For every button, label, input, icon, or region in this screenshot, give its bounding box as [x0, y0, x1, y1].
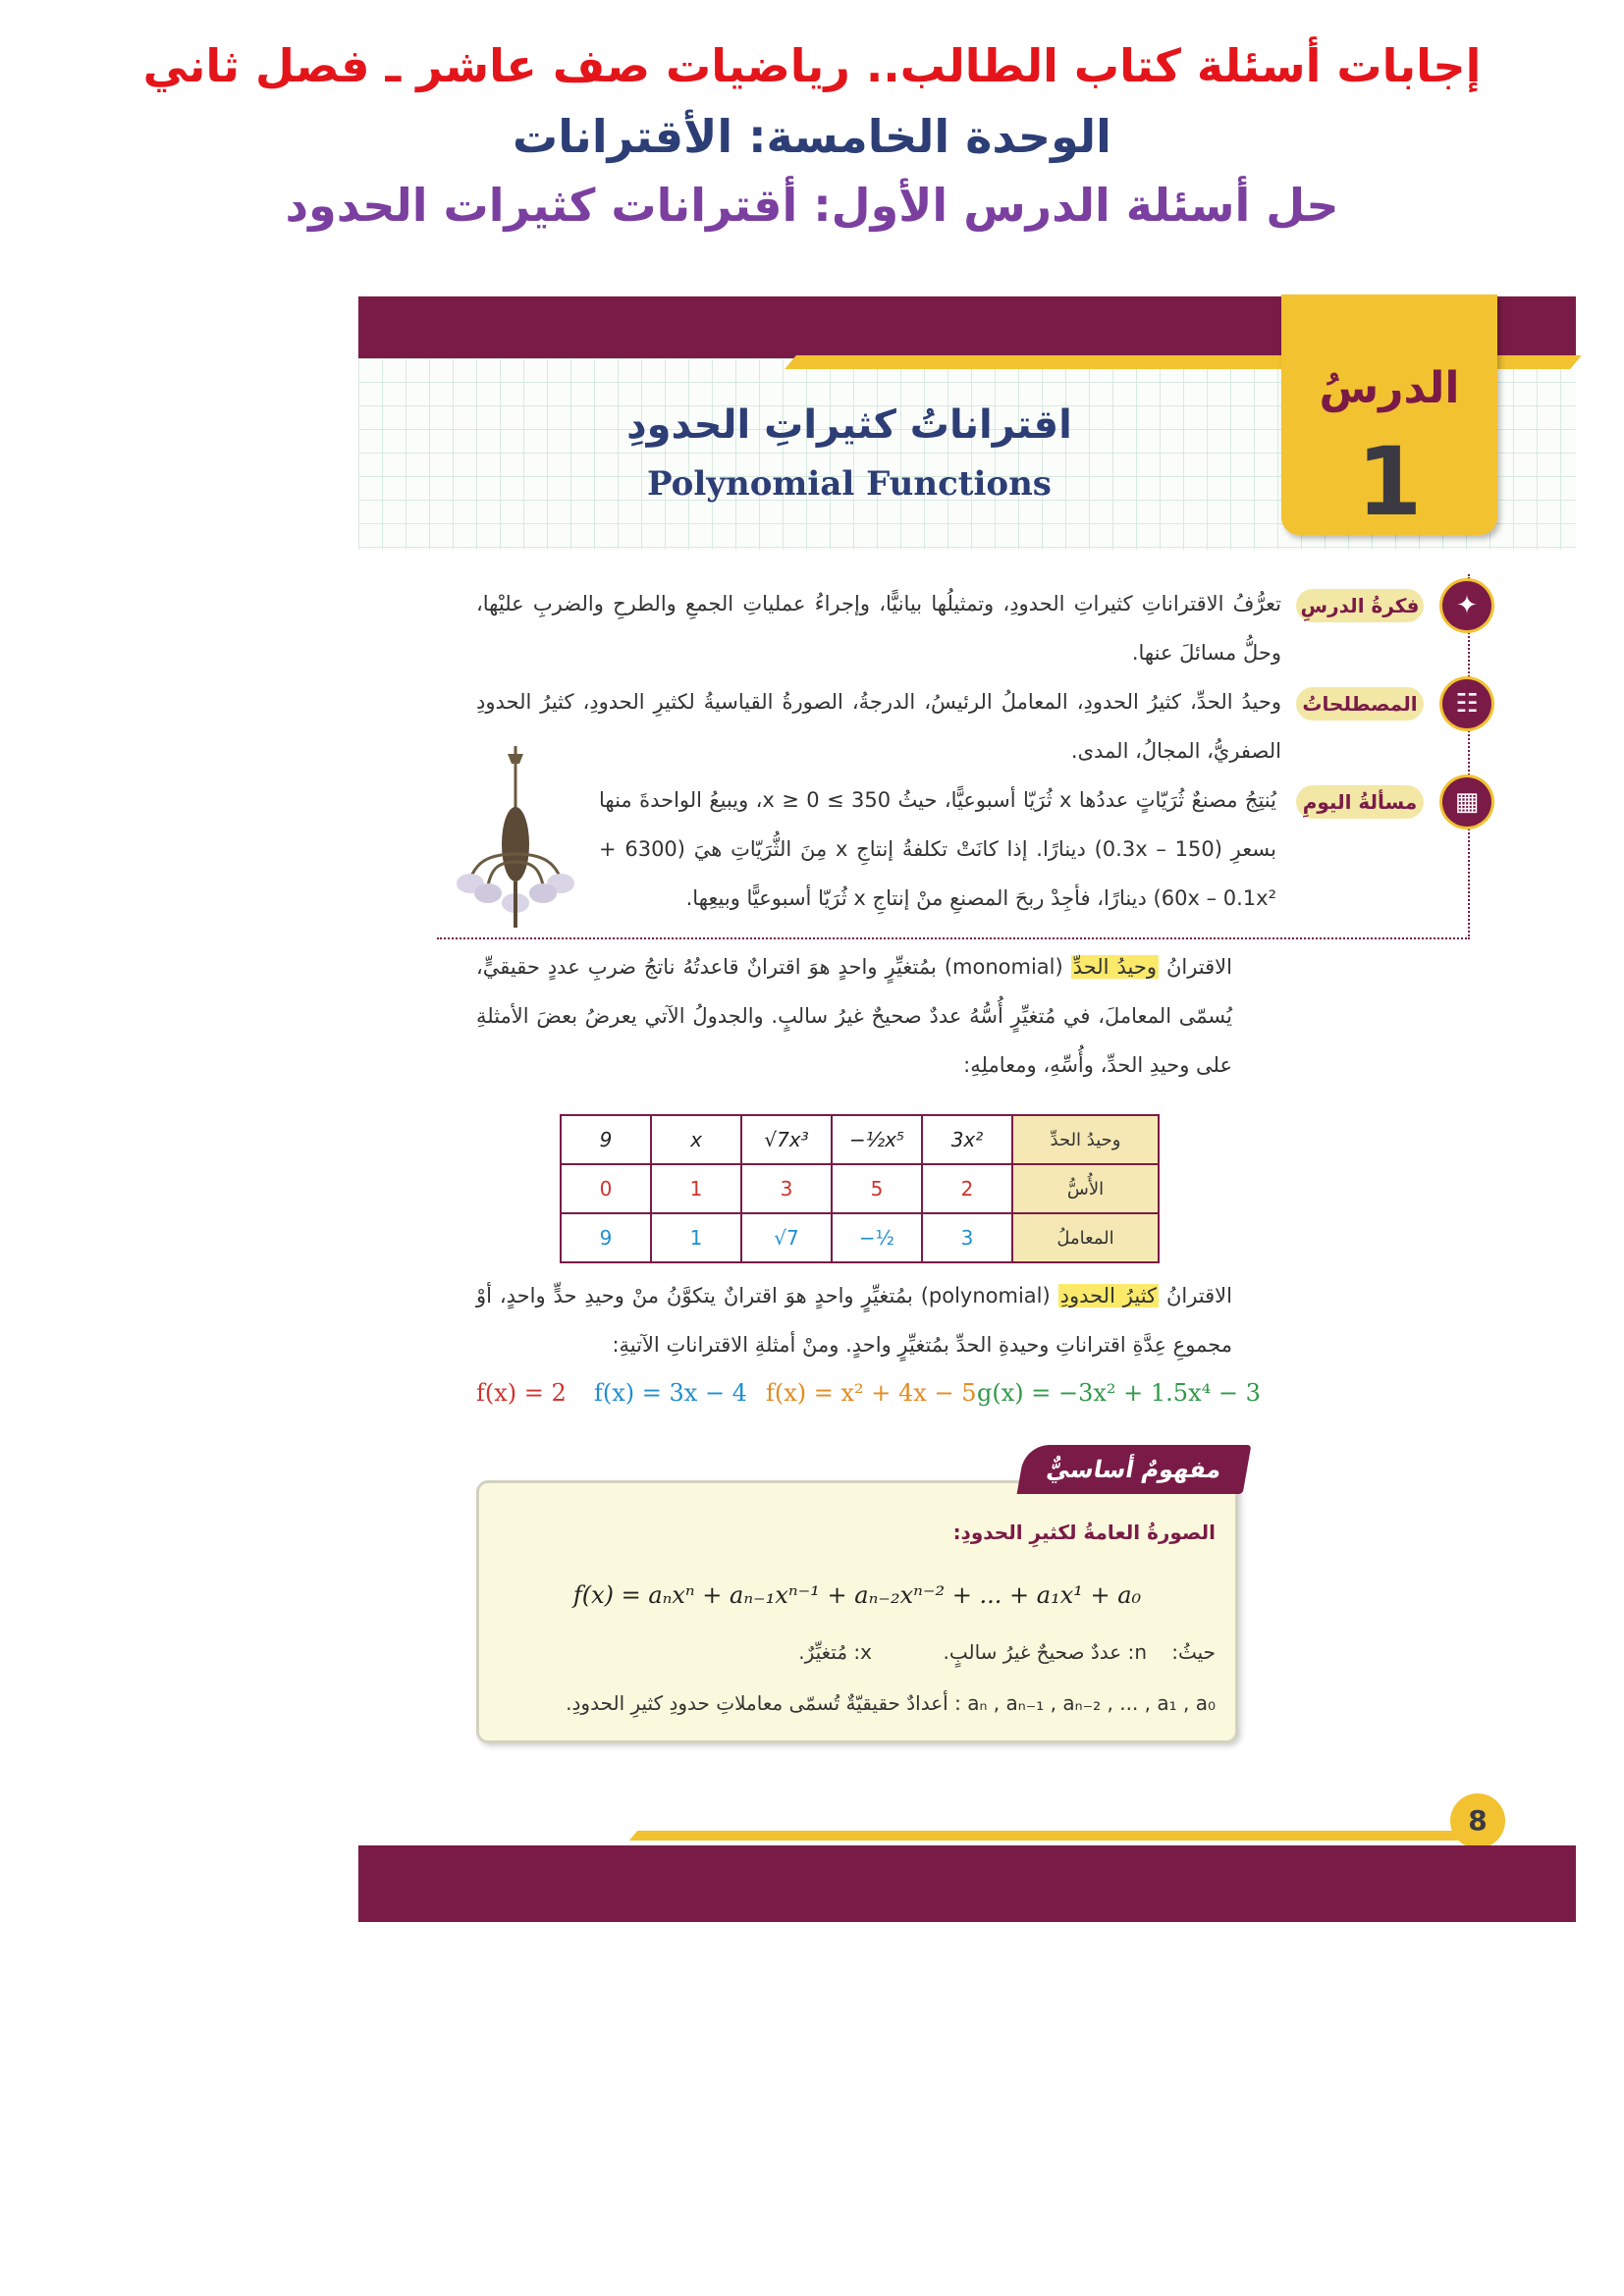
- polynomial-term: كثيرُ الحدودِ: [1059, 1284, 1158, 1308]
- table-cell: 1: [651, 1164, 741, 1213]
- monomial-table: [560, 1114, 1160, 1263]
- calendar-icon: ▦: [1442, 777, 1491, 827]
- lesson-number: 1: [1356, 427, 1423, 537]
- table-row-coefficients: [561, 1213, 1159, 1262]
- heading-answers: إجابات أسئلة كتاب الطالب.. رياضيات صف عاشر ـ فصل ثاني: [142, 39, 1482, 92]
- table-cell: x: [651, 1115, 741, 1164]
- x-definition: x: مُتغيِّرٌ.: [798, 1640, 872, 1664]
- table-row-monomials: [561, 1115, 1159, 1164]
- example-1: f(x) = 2: [476, 1379, 567, 1407]
- monomial-pre: الاقترانُ: [1158, 955, 1232, 979]
- coefficients-definition: aₙ , aₙ₋₁ , aₙ₋₂ , ... , a₁ , a₀ : أعدادٌ حقيقيّةٌ تُسمّى معاملاتِ حدودِ كثيرِ الحدودِ.: [566, 1691, 1216, 1715]
- row-label-coefficient: المعاملُ: [1012, 1213, 1159, 1262]
- table-cell: 9: [561, 1213, 651, 1262]
- table-cell: √7: [741, 1213, 832, 1262]
- table-cell: 3: [741, 1164, 832, 1213]
- example-3: f(x) = x² + 4x − 5: [766, 1379, 977, 1407]
- table-cell: √7x³: [741, 1115, 832, 1164]
- bottom-band: [358, 1845, 1576, 1922]
- row-label-exponent: الأُسُّ: [1012, 1164, 1159, 1213]
- polynomial-post: (polynomial) بمُتغيِّرٍ واحدٍ هوَ اقترانٌ يتكوَّنُ منْ وحيدِ حدٍّ واحدٍ، أوْ مجموعِ عِدَّةِ اقتراناتِ وحيدةِ الحدِّ بمُتغيِّرٍ واحدٍ. ومنْ أمثلةِ الاقتراناتِ الآتيةِ:: [476, 1284, 1232, 1357]
- terms-text: وحيدُ الحدِّ، كثيرُ الحدودِ، المعاملُ الرئيسُ، الدرجةُ، الصورةُ القياسيةُ لكثيرِ الحدودِ، كثيرُ الحدودِ الصفريُّ، المجالُ، المدى.: [476, 690, 1281, 763]
- row-label-monomial: وحيدُ الحدِّ: [1012, 1115, 1159, 1164]
- table-cell: 3x²: [922, 1115, 1012, 1164]
- page-number: 8: [1450, 1793, 1505, 1848]
- heading-lesson: حل أسئلة الدرس الأول: أقترانات كثيرات الحدود: [285, 179, 1339, 232]
- table-cell: 3: [922, 1213, 1012, 1262]
- table-cell: 0: [561, 1164, 651, 1213]
- lesson-word: الدرسُ: [1319, 363, 1460, 413]
- lightbulb-icon: ✦: [1442, 581, 1491, 630]
- monomial-post: (monomial) بمُتغيِّرٍ واحدٍ هوَ اقترانٌ قاعدتُهُ ناتجُ ضربِ عددٍ حقيقيٍّ، يُسمّى المعاملَ، في مُتغيِّرٍ أُسُّهُ عددٌ صحيحٌ غيرُ سالبٍ. والجدولُ الآتي يعرضُ بعضَ الأمثلةِ على وحيدِ الحدِّ، وأُسِّهِ، ومعاملِهِ:: [476, 955, 1232, 1077]
- key-concept-box: [476, 1480, 1238, 1743]
- bottom-yellow-strip: [629, 1831, 1482, 1841]
- key-concept-tab: مفهومٌ أساسيٌّ: [1017, 1445, 1252, 1494]
- concept-heading: الصورةُ العامةُ لكثيرِ الحدودِ:: [952, 1521, 1216, 1544]
- example-4: g(x) = −3x² + 1.5x⁴ − 3: [977, 1379, 1261, 1407]
- polynomial-examples: [476, 1379, 1261, 1428]
- polynomial-pre: الاقترانُ: [1159, 1284, 1232, 1308]
- example-2: f(x) = 3x − 4: [594, 1379, 747, 1407]
- where-label: حيثُ:: [1171, 1640, 1216, 1664]
- lesson-title-arabic: اقتراناتُ كثيراتِ الحدودِ: [626, 402, 1072, 448]
- table-cell: −½x⁵: [832, 1115, 922, 1164]
- terms-label: المصطلحاتُ: [1296, 687, 1424, 721]
- chandelier-image: [457, 746, 574, 933]
- heading-unit: الوحدة الخامسة: الأقترانات: [513, 110, 1111, 163]
- table-cell: −½: [832, 1213, 922, 1262]
- clipboard-icon: ☷: [1442, 679, 1491, 728]
- table-cell: 5: [832, 1164, 922, 1213]
- lesson-badge: [1281, 294, 1497, 535]
- table-cell: 2: [922, 1164, 1012, 1213]
- table-cell: 1: [651, 1213, 741, 1262]
- polynomial-paragraph: [476, 1271, 1232, 1369]
- monomial-paragraph: [476, 942, 1232, 1090]
- monomial-term: وحيدُ الحدِّ: [1072, 955, 1157, 979]
- general-form-formula: f(x) = aₙxⁿ + aₙ₋₁xⁿ⁻¹ + aₙ₋₂xⁿ⁻² + ... + a₁x¹ + a₀: [572, 1581, 1142, 1609]
- idea-text: تعرُّفُ الاقتراناتِ كثيراتِ الحدودِ، وتمثيلُها بيانيًّا، وإجراءُ عملياتِ الجمعِ والطرحِ والضربِ عليْها، وحلُّ مسائلَ عنها.: [476, 592, 1281, 665]
- lesson-title-english: Polynomial Functions: [647, 464, 1052, 504]
- n-definition: n: عددٌ صحيحٌ غيرُ سالبٍ.: [943, 1640, 1147, 1664]
- problem-text: يُنتِجُ مصنعٌ ثُرَيّاتٍ عددُها x ثُرَيّا أسبوعيًّا، حيثُ 350 ≥ x ≥ 0، ويبيعُ الواحدةَ منها بسعرِ (150 – 0.3x) دينارًا. إذا كانَتْ تكلفةُ إنتاجِ x مِنَ الثُّرَيّاتِ هيَ (6300 + 60x – 0.1x²) دينارًا، فأجِدْ ربحَ المصنعِ منْ إنتاجِ x ثُرَيّا أسبوعيًّا وبيعِها.: [599, 788, 1276, 910]
- idea-label: فكرةُ الدرسِ: [1296, 589, 1424, 622]
- table-row-exponents: [561, 1164, 1159, 1213]
- book-page: [358, 285, 1576, 1924]
- problem-label: مسألةُ اليومِ: [1296, 785, 1424, 819]
- table-cell: 9: [561, 1115, 651, 1164]
